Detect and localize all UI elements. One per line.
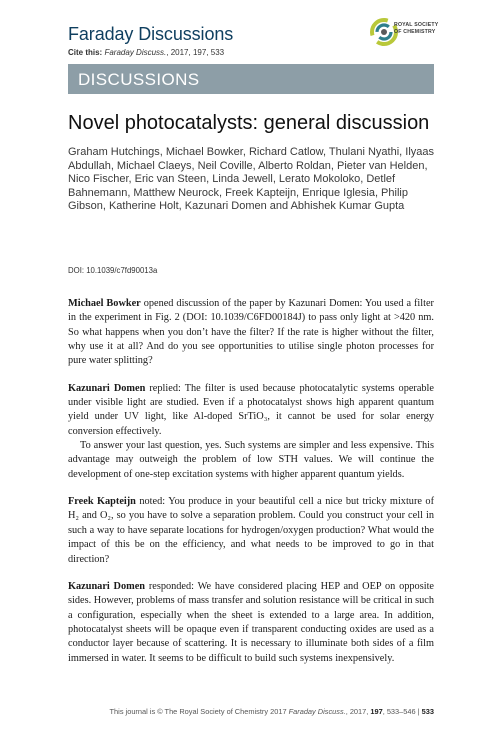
page-footer bbox=[68, 707, 434, 716]
cite-details: , 2017, 197, 533 bbox=[166, 48, 225, 57]
speaker-name: Kazunari Domen bbox=[68, 382, 146, 394]
speaker-name: Freek Kapteijn bbox=[68, 496, 136, 508]
paragraph-text: opened discussion of the paper by Kazunari Domen: You used a filter in the experiment in Fig. 2 (DOI: 10.1039/C6FD00184J) to pass only light at >420 nm. So what happens when you don’t have the filter? If the rate is higher without the filter, why use it at all? And do you see opportunities to utilise single photon processes for pure water splitting? bbox=[68, 298, 434, 367]
journal-name: Faraday Discussions bbox=[68, 24, 234, 44]
section-banner bbox=[68, 64, 434, 94]
page-number: 533 bbox=[421, 707, 434, 716]
discussion-paragraph bbox=[68, 439, 434, 482]
footer-journal: Faraday Discuss. bbox=[288, 707, 346, 716]
discussion-paragraph bbox=[68, 580, 434, 666]
cite-journal: Faraday Discuss. bbox=[104, 48, 167, 57]
paragraph-text: noted: You produce in your beautiful cell a nice but tricky mixture of H₂ and O₂, so you have to solve a separation problem. Could you construct your cell in such a way to have separate locations for hydrogen/oxygen production? What would the impact of this be on the efficiency, and what needs to be improved to go in that direction? bbox=[68, 496, 434, 565]
section-label: DISCUSSIONS bbox=[78, 70, 200, 89]
discussion-paragraph bbox=[68, 495, 434, 567]
footer-pages: , 533–546 bbox=[382, 707, 416, 716]
logo-line-2: OF CHEMISTRY bbox=[394, 28, 436, 35]
footer-separator: | bbox=[417, 707, 422, 716]
cite-label: Cite this: bbox=[68, 48, 103, 57]
rsc-logo-icon bbox=[370, 12, 434, 60]
copyright-text: This journal is © The Royal Society of Chemistry 2017 bbox=[109, 707, 287, 716]
speaker-name: Kazunari Domen bbox=[68, 580, 146, 592]
logo-line-1: ROYAL SOCIETY bbox=[394, 22, 439, 28]
paragraph-text: responded: We have considered placing HEP and OEP on opposite sides. However, problems of mass transfer and solution resistance will be critical in such a configuration, especially when the sheet is extended to a large area. In addition, photocatalyst sheets will be opaque even if transparent conducting oxides are used as a conductor layer because of scattering. It is necessary to illuminate both sides of a film immersed in water. It seems to be difficult to build such systems inexpensively. bbox=[68, 580, 435, 664]
logo-text bbox=[394, 22, 438, 35]
discussion-paragraph bbox=[68, 297, 434, 369]
citation-line bbox=[68, 48, 224, 57]
author-list: Graham Hutchings, Michael Bowker, Richard Catlow, Thulani Nyathi, Ilyaas Abdullah, Michael Claeys, Neil Coville, Alberto Roldan, Pieter van Helden, Nico Fischer, Eric van Steen, Linda Jewell, Lerato Mokoloko, Detlef Bahnemann, Matthew Neurock, Freek Kapteijn, Enrique Iglesia, Philip Gibson, Katherine Holt, Kazunari Domen and Abhishek Kumar Gupta bbox=[68, 146, 435, 213]
discussion-paragraph bbox=[68, 382, 434, 439]
footer-volume: 197 bbox=[370, 707, 383, 716]
speaker-name: Michael Bowker bbox=[68, 298, 141, 309]
discussion-body bbox=[68, 297, 434, 666]
footer-year: , 2017, bbox=[345, 707, 371, 716]
paragraph-text: replied: The filter is used because photocatalytic systems operable under visible light are studied. Even if a photocatalyst shows high apparent quantum yield under UV light, like Al-doped SrTiO₃, it cannot be used for solar energy conversion effectively. bbox=[68, 382, 434, 437]
doi-link[interactable]: DOI: 10.1039/c7fd90013a bbox=[68, 266, 158, 275]
paragraph-text: To answer your last question, yes. Such systems are simpler and less expensive. This advantage may outweigh the problem of low STH values. We will continue the development of one-step excitation systems with higher apparent quantum yields. bbox=[68, 440, 434, 480]
article-title: Novel photocatalysts: general discussion bbox=[68, 112, 430, 134]
